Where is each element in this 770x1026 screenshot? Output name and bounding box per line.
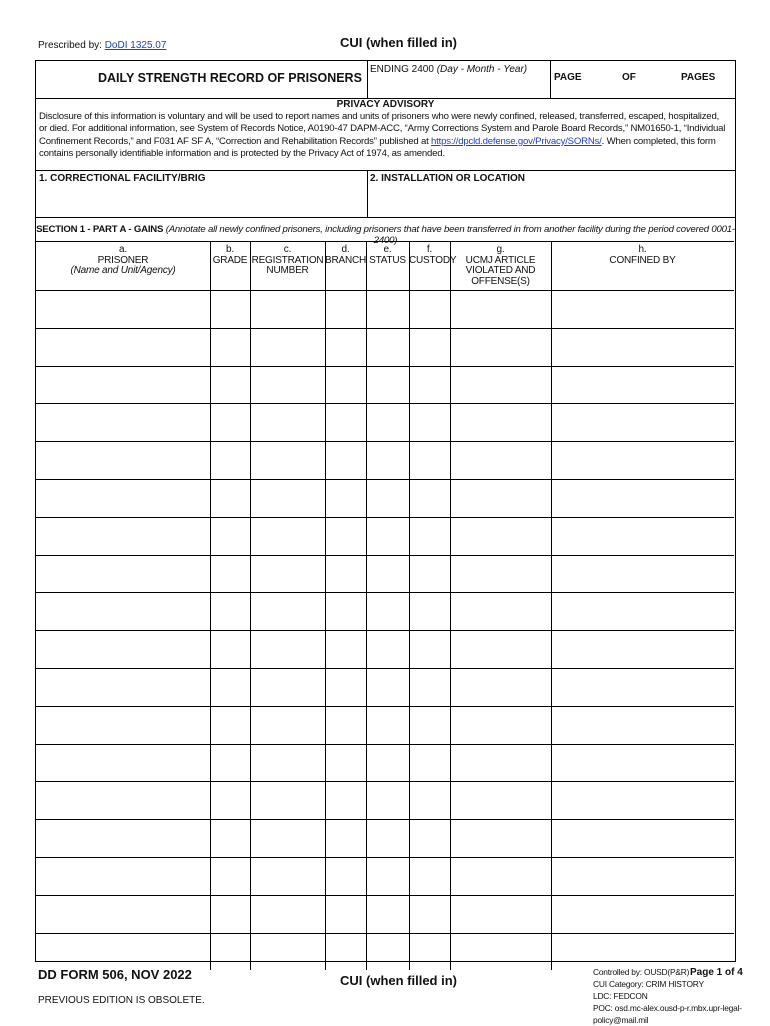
table-cell-input[interactable] — [251, 707, 324, 743]
ending-hint: (Day - Month - Year) — [436, 64, 528, 75]
table-cell-input[interactable] — [326, 669, 365, 705]
table-cell-input[interactable] — [211, 858, 249, 894]
table-cell-input[interactable] — [552, 858, 733, 894]
table-cell-input[interactable] — [326, 858, 365, 894]
table-cell-input[interactable] — [37, 745, 209, 781]
table-cell-input[interactable] — [410, 556, 449, 592]
section-title-bold: SECTION 1 - PART A - GAINS — [36, 224, 164, 235]
table-cell-input[interactable] — [37, 782, 209, 818]
sorn-link[interactable]: https://dpcld.defense.gov/Privacy/SORNs/ — [431, 135, 602, 147]
cui-marking-bottom: CUI (when filled in) — [340, 973, 457, 988]
table-cell-input[interactable] — [451, 745, 550, 781]
column-letter: h. — [638, 244, 647, 255]
table-cell-input[interactable] — [451, 480, 550, 516]
controlled-by: Controlled by: OUSD(P&R) — [593, 967, 690, 977]
table-cell-input[interactable] — [552, 329, 733, 365]
table-row — [36, 744, 734, 782]
table-cell-input[interactable] — [451, 404, 550, 440]
obsolete-note: PREVIOUS EDITION IS OBSOLETE. — [38, 995, 205, 1006]
table-cell-input[interactable] — [451, 669, 550, 705]
column-letter: e. — [383, 244, 392, 255]
column-header — [250, 245, 325, 277]
table-cell-input[interactable] — [410, 896, 449, 932]
table-cell-input[interactable] — [367, 858, 408, 894]
table-cell-input[interactable] — [552, 631, 733, 667]
column-letter: d. — [341, 244, 350, 255]
divider — [36, 217, 735, 218]
table-cell-input[interactable] — [37, 367, 209, 403]
form-id: DD FORM 506, NOV 2022 — [38, 967, 192, 982]
table-cell-input[interactable] — [410, 480, 449, 516]
table-cell-input[interactable] — [37, 669, 209, 705]
table-cell-input[interactable] — [326, 480, 365, 516]
table-cell-input[interactable] — [410, 631, 449, 667]
column-label: REGISTRATION NUMBER — [251, 254, 324, 276]
table-cell-input[interactable] — [451, 858, 550, 894]
table-cell-input[interactable] — [367, 291, 408, 327]
table-cell-input[interactable] — [211, 329, 249, 365]
table-cell-input[interactable] — [552, 518, 733, 554]
column-letter: f. — [426, 244, 433, 255]
prescribed-prefix: Prescribed by: — [38, 40, 105, 51]
table-cell-input[interactable] — [410, 707, 449, 743]
table-cell-input[interactable] — [251, 669, 324, 705]
table-cell-input[interactable] — [211, 934, 249, 970]
column-header — [325, 245, 366, 266]
installation-input[interactable] — [370, 185, 730, 215]
form-frame — [35, 60, 736, 962]
cui-category: CUI Category: CRIM HISTORY — [593, 979, 704, 989]
column-label: GRADE — [212, 254, 248, 266]
table-cell-input[interactable] — [451, 593, 550, 629]
table-cell-input[interactable] — [552, 367, 733, 403]
table-cell-input[interactable] — [410, 745, 449, 781]
table-cell-input[interactable] — [451, 631, 550, 667]
table-row — [36, 517, 734, 555]
table-cell-input[interactable] — [326, 896, 365, 932]
table-cell-input[interactable] — [367, 556, 408, 592]
table-cell-input[interactable] — [251, 291, 324, 327]
table-cell-input[interactable] — [326, 556, 365, 592]
table-cell-input[interactable] — [251, 745, 324, 781]
table-cell-input[interactable] — [552, 291, 733, 327]
table-cell-input[interactable] — [552, 442, 733, 478]
column-header — [450, 245, 551, 287]
table-cell-input[interactable] — [410, 782, 449, 818]
table-cell-input[interactable] — [37, 291, 209, 327]
table-cell-input[interactable] — [326, 593, 365, 629]
table-cell-input[interactable] — [552, 480, 733, 516]
column-letter: a. — [119, 244, 127, 255]
table-cell-input[interactable] — [37, 329, 209, 365]
privacy-text-2: . When completed, this form contains personally identifiable information and is protected by the Privacy Act of 1974, as amended. — [39, 135, 716, 160]
table-cell-input[interactable] — [211, 556, 249, 592]
table-cell-input[interactable] — [251, 593, 324, 629]
table-cell-input[interactable] — [451, 291, 550, 327]
table-cell-input[interactable] — [251, 329, 324, 365]
table-cell-input[interactable] — [552, 820, 733, 856]
table-cell-input[interactable] — [251, 367, 324, 403]
table-cell-input[interactable] — [410, 329, 449, 365]
table-cell-input[interactable] — [410, 291, 449, 327]
table-cell-input[interactable] — [326, 367, 365, 403]
table-cell-input[interactable] — [211, 404, 249, 440]
table-cell-input[interactable] — [552, 896, 733, 932]
table-cell-input[interactable] — [211, 707, 249, 743]
prescribed-by — [38, 40, 166, 51]
table-cell-input[interactable] — [367, 367, 408, 403]
table-cell-input[interactable] — [451, 820, 550, 856]
table-row — [36, 328, 734, 366]
table-cell-input[interactable] — [552, 669, 733, 705]
table-cell-input[interactable] — [410, 593, 449, 629]
table-cell-input[interactable] — [367, 518, 408, 554]
table-cell-input[interactable] — [367, 631, 408, 667]
table-cell-input[interactable] — [37, 556, 209, 592]
ldc: LDC: FEDCON — [593, 991, 648, 1001]
table-cell-input[interactable] — [451, 782, 550, 818]
table-row — [36, 706, 734, 744]
table-cell-input[interactable] — [326, 707, 365, 743]
privacy-text-1: Disclosure of this information is voluntary and will be used to report names and units of prisoners who were newly confined, released, transferred, escaped, hospitalized, or died. For additional information, see System of Records Notice, A0190-47 DAPM-ACC, “Army Corrections System and Parole Board Records,” NM01650-1, “Individual Confinement Records,” and F031 AF SF A, “Correction and Rehabilitation Records” published at — [39, 111, 726, 147]
table-cell-input[interactable] — [451, 442, 550, 478]
table-cell-input[interactable] — [37, 820, 209, 856]
column-letter: g. — [496, 244, 505, 255]
privacy-heading: PRIVACY ADVISORY — [336, 99, 435, 110]
table-cell-input[interactable] — [451, 556, 550, 592]
column-header — [551, 245, 734, 266]
table-cell-input[interactable] — [552, 556, 733, 592]
divider — [36, 170, 735, 171]
section-title-note: (Annotate all newly confined prisoners, including prisoners that have been transferred in from another facility during the period covered 0001-2400) — [163, 224, 735, 246]
table-row — [36, 895, 734, 933]
divider — [550, 61, 551, 98]
table-cell-input[interactable] — [37, 858, 209, 894]
table-cell-input[interactable] — [251, 782, 324, 818]
table-cell-input[interactable] — [552, 934, 733, 970]
column-letter: c. — [283, 244, 292, 255]
table-cell-input[interactable] — [211, 820, 249, 856]
table-cell-input[interactable] — [451, 896, 550, 932]
cui-control-block — [593, 966, 770, 1026]
table-cell-input[interactable] — [326, 518, 365, 554]
table-cell-input[interactable] — [410, 442, 449, 478]
table-cell-input[interactable] — [37, 934, 209, 970]
of-label: OF — [622, 72, 636, 83]
table-cell-input[interactable] — [326, 291, 365, 327]
table-row — [36, 592, 734, 630]
table-cell-input[interactable] — [251, 820, 324, 856]
table-cell-input[interactable] — [37, 707, 209, 743]
table-row — [36, 403, 734, 441]
table-cell-input[interactable] — [367, 934, 408, 970]
column-letter: b. — [226, 244, 234, 255]
facility-input[interactable] — [38, 185, 364, 215]
table-cell-input[interactable] — [211, 593, 249, 629]
table-row — [36, 819, 734, 857]
table-cell-input[interactable] — [211, 480, 249, 516]
table-cell-input[interactable] — [367, 782, 408, 818]
table-cell-input[interactable] — [367, 820, 408, 856]
table-cell-input[interactable] — [410, 518, 449, 554]
table-cell-input[interactable] — [552, 707, 733, 743]
page-label: PAGE — [554, 72, 582, 83]
table-cell-input[interactable] — [251, 404, 324, 440]
table-cell-input[interactable] — [326, 782, 365, 818]
table-cell-input[interactable] — [211, 518, 249, 554]
table-top-border — [36, 241, 734, 242]
column-header — [409, 244, 457, 266]
column-header — [36, 245, 210, 277]
table-cell-input[interactable] — [367, 669, 408, 705]
table-cell-input[interactable] — [326, 404, 365, 440]
table-row — [36, 441, 734, 479]
table-cell-input[interactable] — [251, 480, 324, 516]
table-cell-input[interactable] — [37, 518, 209, 554]
table-cell-input[interactable] — [367, 442, 408, 478]
table-cell-input[interactable] — [367, 480, 408, 516]
table-row — [36, 781, 734, 819]
table-cell-input[interactable] — [451, 329, 550, 365]
table-cell-input[interactable] — [552, 593, 733, 629]
table-row — [36, 857, 734, 895]
table-cell-input[interactable] — [410, 934, 449, 970]
table-cell-input[interactable] — [251, 631, 324, 667]
facility-label: 1. CORRECTIONAL FACILITY/BRIG — [39, 173, 206, 184]
page-number: Page 1 of 4 — [690, 967, 743, 978]
ending-date-label — [370, 64, 527, 75]
installation-label: 2. INSTALLATION OR LOCATION — [370, 173, 525, 184]
table-cell-input[interactable] — [451, 367, 550, 403]
table-cell-input[interactable] — [251, 442, 324, 478]
table-cell-input[interactable] — [410, 669, 449, 705]
table-cell-input[interactable] — [367, 329, 408, 365]
table-cell-input[interactable] — [367, 707, 408, 743]
ending-label: ENDING 2400 — [370, 64, 434, 75]
table-cell-input[interactable] — [211, 896, 249, 932]
table-cell-input[interactable] — [211, 669, 249, 705]
table-cell-input[interactable] — [552, 782, 733, 818]
table-cell-input[interactable] — [410, 367, 449, 403]
column-label: PRISONER — [97, 254, 149, 266]
table-cell-input[interactable] — [410, 404, 449, 440]
table-cell-input[interactable] — [326, 442, 365, 478]
table-cell-input[interactable] — [211, 631, 249, 667]
table-cell-input[interactable] — [37, 404, 209, 440]
column-label: STATUS — [369, 254, 406, 266]
table-cell-input[interactable] — [367, 896, 408, 932]
table-cell-input[interactable] — [251, 518, 324, 554]
table-cell-input[interactable] — [37, 631, 209, 667]
table-cell-input[interactable] — [410, 820, 449, 856]
table-cell-input[interactable] — [37, 593, 209, 629]
pages-label: PAGES — [681, 72, 716, 83]
column-label: CONFINED BY — [609, 254, 676, 266]
table-cell-input[interactable] — [37, 896, 209, 932]
column-label: UCMJ ARTICLE VIOLATED AND OFFENSE(S) — [465, 254, 536, 287]
table-cell-input[interactable] — [451, 707, 550, 743]
table-row — [36, 366, 734, 404]
column-label: BRANCH — [325, 254, 367, 266]
table-row — [36, 290, 734, 328]
table-cell-input[interactable] — [37, 442, 209, 478]
table-cell-input[interactable] — [451, 518, 550, 554]
column-header — [210, 245, 250, 266]
table-cell-input[interactable] — [367, 593, 408, 629]
table-cell-input[interactable] — [211, 745, 249, 781]
cui-marking-top: CUI (when filled in) — [340, 35, 457, 50]
gains-table — [36, 241, 734, 960]
divider — [367, 170, 368, 217]
table-cell-input[interactable] — [37, 480, 209, 516]
column-header — [366, 245, 409, 266]
table-cell-input[interactable] — [367, 745, 408, 781]
poc: POC: osd.mc-alex.ousd-p-r.mbx.upr-legal-policy@mail.mil — [593, 1003, 742, 1025]
table-cell-input[interactable] — [326, 820, 365, 856]
table-row — [36, 668, 734, 706]
privacy-text — [39, 111, 729, 161]
table-cell-input[interactable] — [211, 442, 249, 478]
table-cell-input[interactable] — [211, 782, 249, 818]
table-cell-input[interactable] — [251, 896, 324, 932]
table-cell-input[interactable] — [251, 858, 324, 894]
table-cell-input[interactable] — [326, 934, 365, 970]
form-title: DAILY STRENGTH RECORD OF PRISONERS — [98, 71, 362, 85]
table-row — [36, 479, 734, 517]
table-cell-input[interactable] — [552, 745, 733, 781]
table-row — [36, 555, 734, 593]
table-cell-input[interactable] — [367, 404, 408, 440]
table-row — [36, 933, 734, 971]
table-row — [36, 630, 734, 668]
column-sublabel: (Name and Unit/Agency) — [70, 265, 176, 276]
table-cell-input[interactable] — [251, 934, 324, 970]
table-cell-input[interactable] — [251, 556, 324, 592]
table-cell-input[interactable] — [211, 367, 249, 403]
table-cell-input[interactable] — [410, 858, 449, 894]
divider — [367, 61, 368, 98]
table-cell-input[interactable] — [211, 291, 249, 327]
dodi-link[interactable]: DoDI 1325.07 — [104, 40, 167, 51]
table-cell-input[interactable] — [326, 745, 365, 781]
column-label: CUSTODY — [409, 254, 457, 266]
table-cell-input[interactable] — [552, 404, 733, 440]
table-cell-input[interactable] — [451, 934, 550, 970]
table-cell-input[interactable] — [326, 329, 365, 365]
table-cell-input[interactable] — [326, 631, 365, 667]
